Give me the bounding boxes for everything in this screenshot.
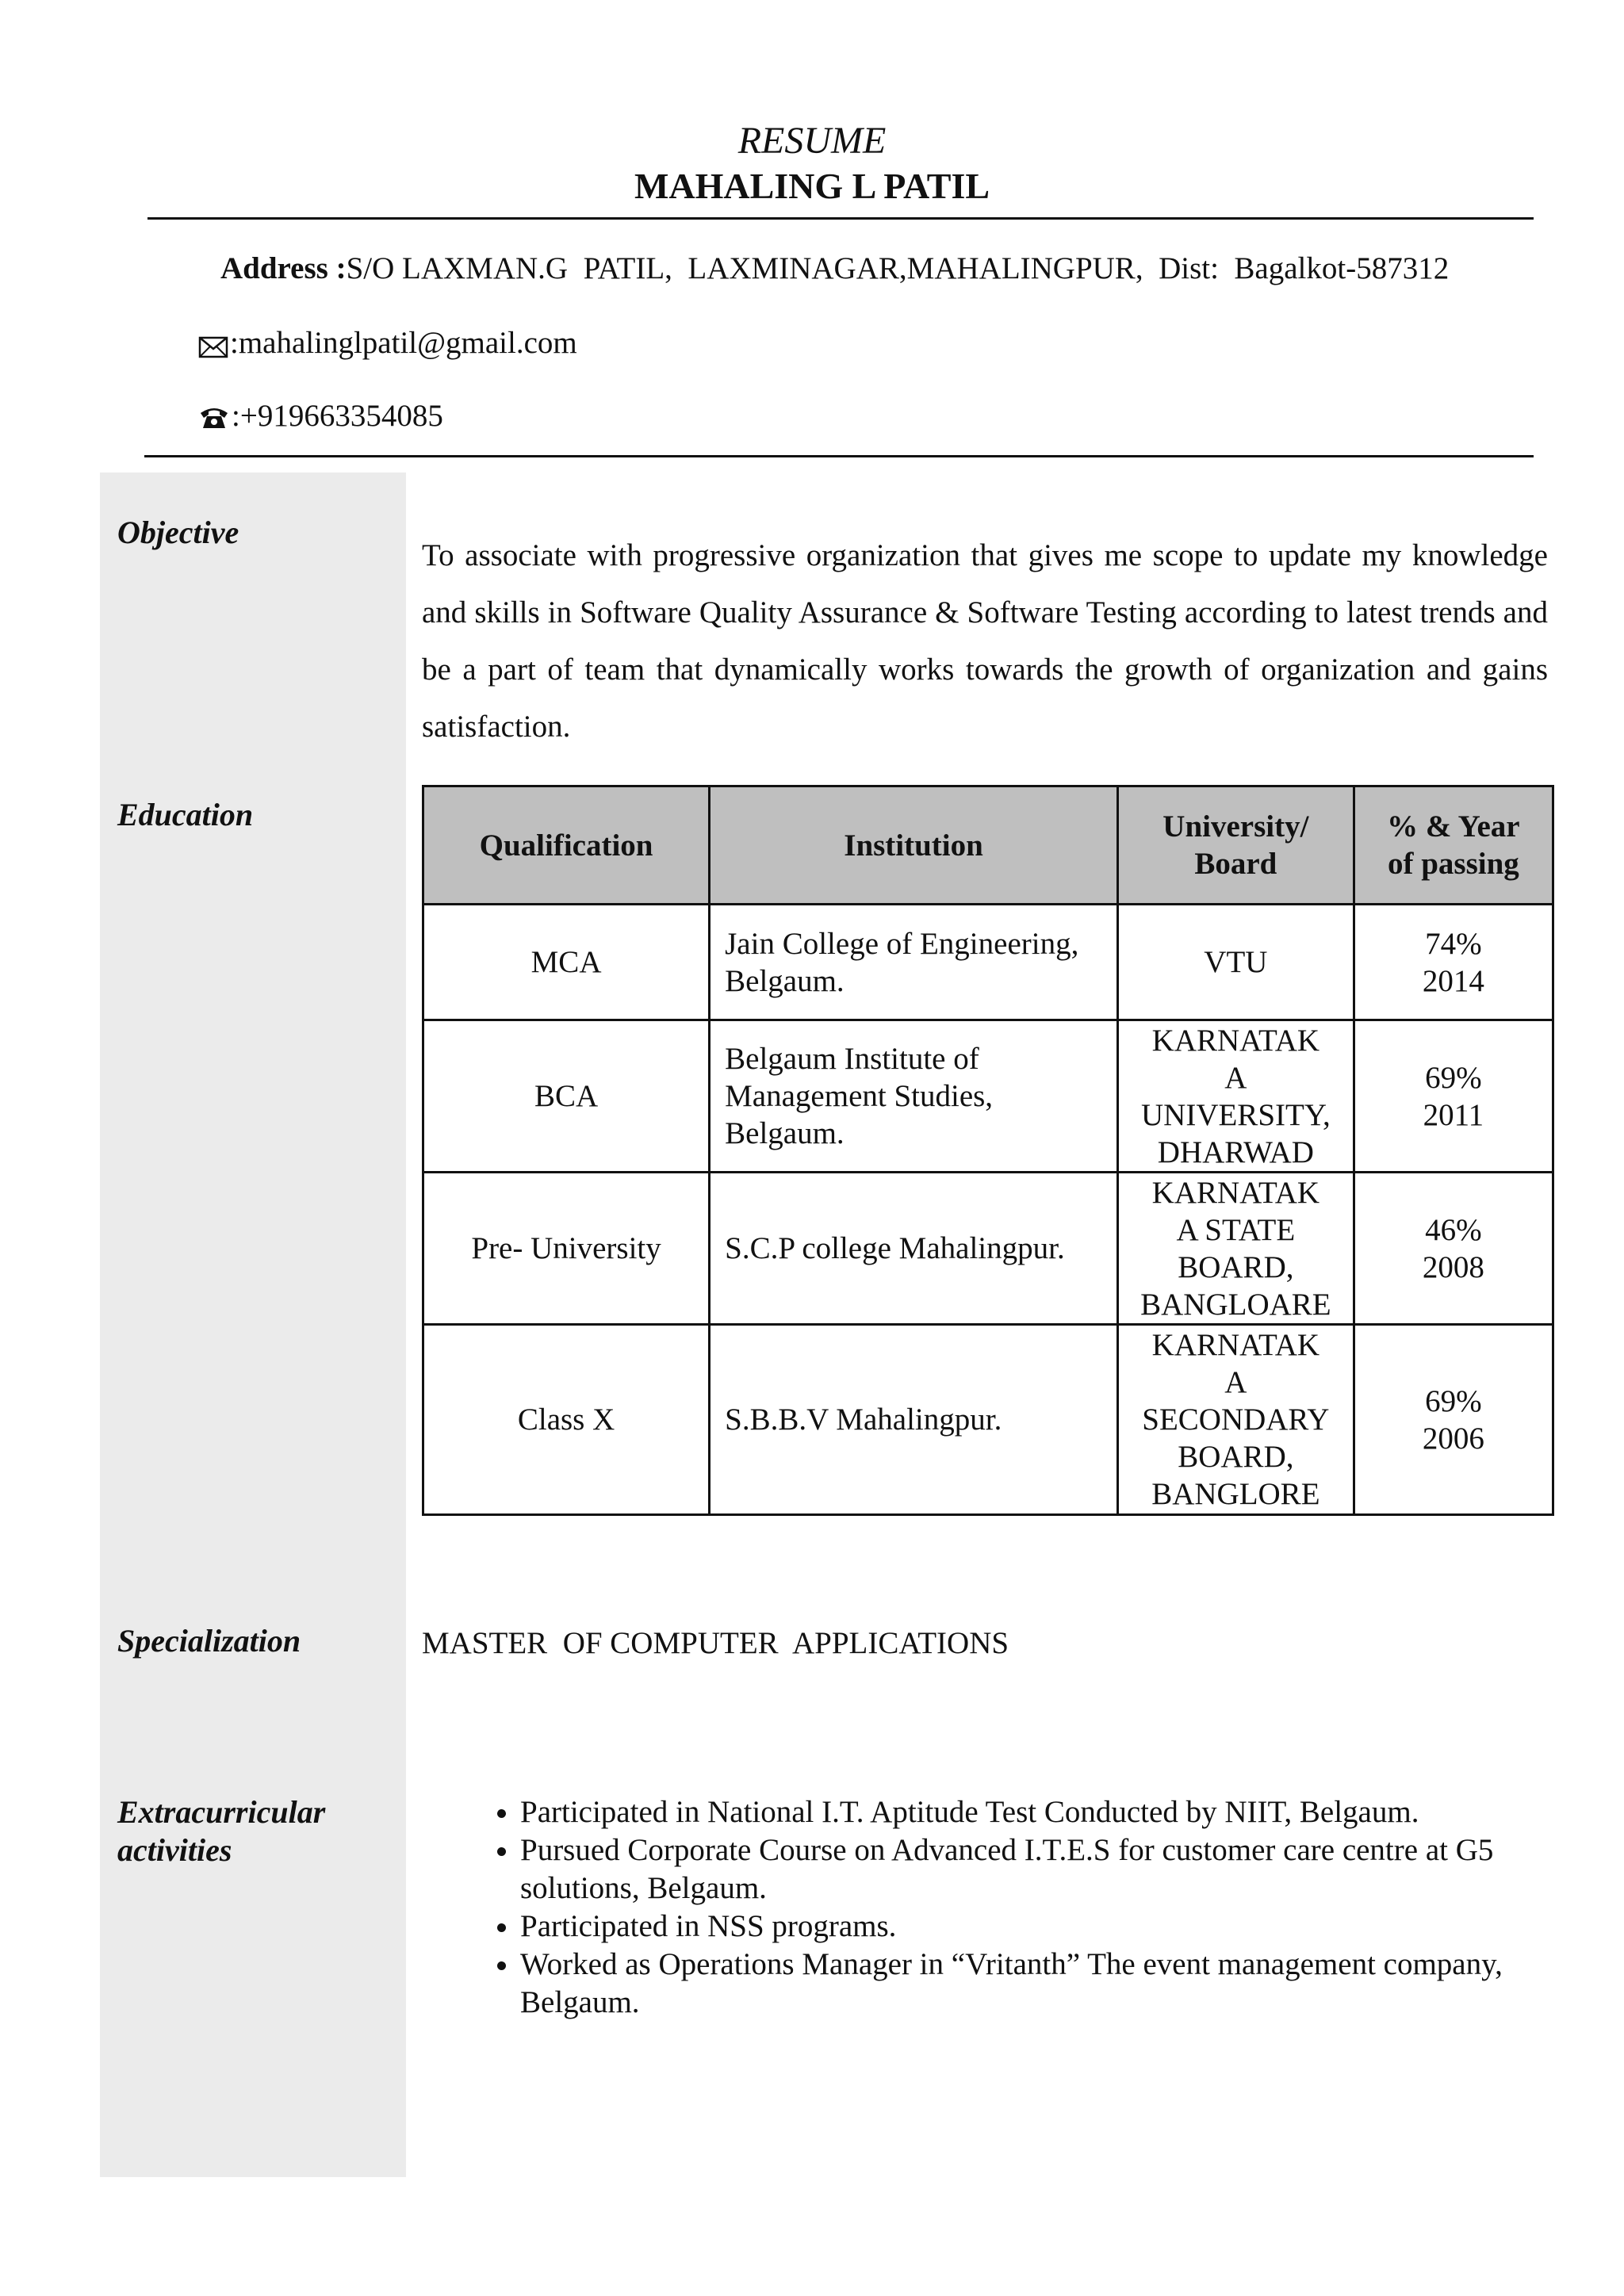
institution-cell: Belgaum Institute of Management Studies, Belgaum. <box>710 1020 1118 1173</box>
extracurricular-label-line2: activities <box>117 1832 232 1868</box>
university-line: BOARD, <box>1178 1249 1294 1284</box>
qualification-cell: MCA <box>423 905 710 1020</box>
university-cell <box>1117 1173 1354 1325</box>
extracurricular-label <box>117 1793 325 1869</box>
institution-cell: S.C.P college Mahalingpur. <box>710 1173 1118 1325</box>
university-line: SECONDARY <box>1142 1402 1330 1437</box>
phone-line <box>198 398 443 434</box>
section-sidebar <box>100 473 406 2177</box>
table-row <box>423 1325 1553 1515</box>
telephone-icon <box>198 403 230 430</box>
university-line: VTU <box>1204 945 1268 979</box>
specialization-text: MASTER OF COMPUTER APPLICATIONS <box>422 1626 1009 1660</box>
extracurricular-list <box>476 1793 1567 2022</box>
percent-value: 74% <box>1425 926 1482 961</box>
list-item: • Participated in National I.T. Aptitude Test Conducted by NIIT, Belgaum. <box>520 1793 1567 1831</box>
specialization-label: Specialization <box>117 1623 301 1659</box>
education-label: Education <box>117 797 254 832</box>
university-cell <box>1117 1020 1354 1173</box>
objective-label: Objective <box>117 515 239 550</box>
education-table <box>422 785 1554 1516</box>
address-line <box>220 251 1449 286</box>
university-cell <box>1117 905 1354 1020</box>
percent-year-cell <box>1354 905 1553 1020</box>
table-row <box>423 1020 1553 1173</box>
list-item: • Participated in NSS programs. <box>520 1908 1567 1946</box>
extracurricular-label-line1: Extracurricular <box>117 1794 326 1830</box>
address-label: Address : <box>220 251 347 285</box>
year-value: 2011 <box>1423 1097 1484 1132</box>
header-university-line1: University/ <box>1162 809 1309 844</box>
university-line: BANGLORE <box>1151 1477 1320 1511</box>
header-percent-line1: % & Year <box>1387 809 1520 844</box>
header-percent-line2: of passing <box>1387 847 1519 881</box>
header-percent-year <box>1354 786 1553 905</box>
percent-year-cell <box>1354 1020 1553 1173</box>
university-cell <box>1117 1325 1354 1515</box>
university-line: KARNATAK <box>1151 1023 1320 1058</box>
university-line: DHARWAD <box>1157 1135 1314 1169</box>
institution-cell: S.B.B.V Mahalingpur. <box>710 1325 1118 1515</box>
resume-heading: RESUME <box>737 120 887 162</box>
email-value[interactable]: :mahalinglpatil@gmail.com <box>230 326 577 360</box>
percent-year-cell <box>1354 1325 1553 1515</box>
percent-value: 69% <box>1425 1383 1482 1418</box>
institution-cell: Jain College of Engineering, Belgaum. <box>710 905 1118 1020</box>
university-line: KARNATAK <box>1151 1328 1320 1362</box>
email-line <box>198 325 577 361</box>
university-line: BANGLOARE <box>1140 1287 1331 1322</box>
qualification-cell: Class X <box>423 1325 710 1515</box>
objective-text: To associate with progressive organization that gives me scope to update my knowledge and skills in Software Quality Assurance & Software Testing according to latest trends and be a part of team that dynamically works towards the growth of organization and gains satisfaction. <box>422 538 1548 744</box>
year-value: 2006 <box>1422 1421 1484 1456</box>
header-divider-bottom <box>144 455 1534 457</box>
candidate-name: MAHALING L PATIL <box>634 166 990 206</box>
list-item: • Worked as Operations Manager in “Vritanth” The event management company, Belgaum. <box>520 1946 1567 2022</box>
table-row <box>423 905 1553 1020</box>
percent-year-cell <box>1354 1173 1553 1325</box>
header-institution: Institution <box>710 786 1118 905</box>
address-value: S/O LAXMAN.G PATIL, LAXMINAGAR,MAHALINGPUR, Dist: Bagalkot-587312 <box>346 251 1450 285</box>
university-line: UNIVERSITY, <box>1141 1097 1331 1132</box>
university-line: A STATE <box>1176 1212 1296 1247</box>
percent-value: 46% <box>1425 1212 1482 1247</box>
header-university-line2: Board <box>1194 847 1277 881</box>
qualification-cell: Pre- University <box>423 1173 710 1325</box>
phone-value[interactable]: :+919663354085 <box>232 399 443 433</box>
list-item: • Pursued Corporate Course on Advanced I.T.E.S for customer care centre at G5 solutions, Belgaum. <box>520 1831 1567 1908</box>
envelope-icon <box>198 331 228 355</box>
qualification-cell: BCA <box>423 1020 710 1173</box>
header-qualification: Qualification <box>423 786 710 905</box>
education-header-row <box>423 786 1553 905</box>
university-line: A <box>1224 1060 1247 1095</box>
university-line: KARNATAK <box>1151 1175 1320 1210</box>
header-divider-top <box>147 217 1534 220</box>
table-row <box>423 1173 1553 1325</box>
university-line: BOARD, <box>1178 1440 1294 1474</box>
header-university <box>1117 786 1354 905</box>
university-line: A <box>1224 1365 1247 1399</box>
percent-value: 69% <box>1425 1060 1482 1095</box>
year-value: 2008 <box>1422 1249 1484 1284</box>
year-value: 2014 <box>1422 963 1484 998</box>
